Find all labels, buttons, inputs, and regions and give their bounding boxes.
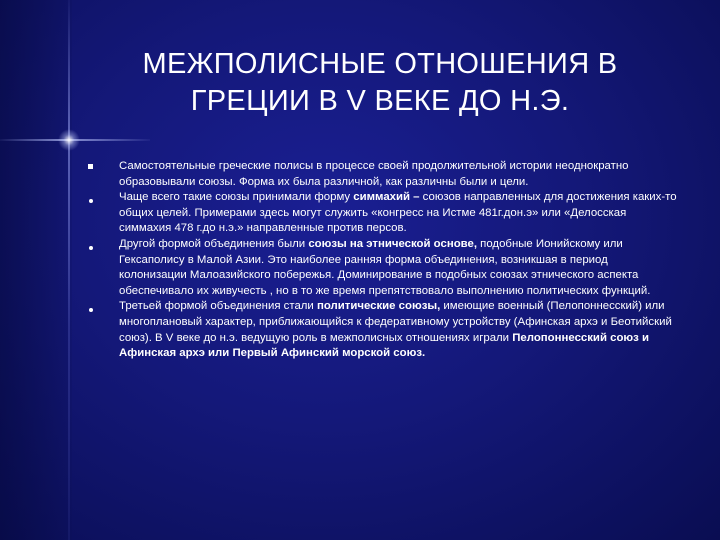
bullet-1-text: Самостоятельные греческие полисы в процессе своей продолжительной истории неоднократно образовывали союзы. Форма их была различной, как различны были и цели. (119, 160, 629, 188)
bullet-2-term: симмахий – (353, 191, 420, 204)
square-bullet-icon (88, 164, 93, 169)
bullet-4-term: политические союзы, (316, 300, 441, 313)
decorative-left-band (0, 0, 72, 540)
bullet-3-text-b: подобные Ионийскому или Гексаполису в Малой Азии. Это наиболее ранняя форма объединения, возникшая в период колонизации Малоазийского побережья. Доминирование в подобных союзах этнического аспекта обеспечивало их живучесть , но в то же время препятствовало выполнению политических функций. (119, 237, 651, 297)
bullet-item-4 (88, 299, 678, 361)
bullet-4-text-a: Третьей формой объединения стали (119, 300, 317, 313)
bullet-3-term: союзы на этнической основе, (308, 237, 478, 250)
dot-bullet-icon (89, 246, 93, 250)
bullet-4-conclusion: Пелопоннесский союз и Афинская архэ или Первый Афинский морской союз. (119, 331, 649, 360)
decorative-vertical-line (68, 0, 70, 540)
dot-bullet-icon (89, 308, 93, 312)
bullet-4-text-b: имеющие военный (Пелопоннесский) или многоплановый характер, приближающийся к федеративному устройству (Афинская архэ и Беотийский союз). В V веке до н.э. ведущую роль в межполисных отношениях играли (119, 300, 672, 344)
bullet-2-text-a: Чаще всего такие союзы принимали форму (119, 191, 354, 204)
bullet-2-text-b: союзов направленных для достижения каких-то общих целей. Примерами здесь могут служить «конгресс на Истме 481г.дон.э» или «Делосская симмахия 478 г.до н.э.» направленные против персов. (119, 191, 677, 235)
bullet-item-2 (88, 190, 678, 237)
slide-title-line-2: ГРЕЦИИ В V ВЕКЕ ДО Н.Э. (190, 85, 570, 117)
bullet-3-text-a: Другой формой объединения были (119, 237, 309, 250)
dot-bullet-icon (89, 199, 93, 203)
sparkle-star-icon (58, 129, 80, 151)
slide-title-line-1: МЕЖПОЛИСНЫЕ ОТНОШЕНИЯ В (142, 48, 618, 80)
slide-title (110, 46, 650, 120)
bullet-list (88, 159, 678, 362)
bullet-item-1 (88, 159, 678, 190)
bullet-item-3 (88, 237, 678, 299)
